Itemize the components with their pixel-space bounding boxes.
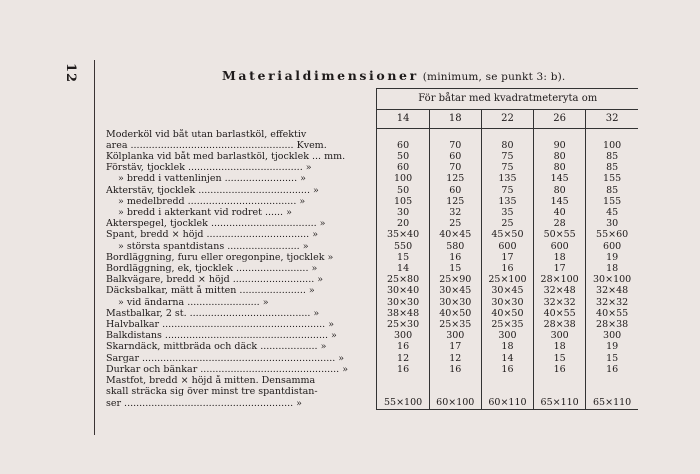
row-value: 70 (429, 140, 481, 151)
row-value: 80 (481, 140, 533, 151)
row-value: 16 (586, 364, 638, 375)
row-label: area ...................................................... Kvem. (106, 139, 327, 151)
row-label: Mastbalkar, 2 st. ........................................ » (106, 307, 320, 319)
row-value: 50 (377, 151, 429, 162)
table-row (106, 297, 638, 308)
row-value: 30×45 (429, 285, 481, 296)
table-row (106, 353, 638, 364)
row-label: Skarndäck, mittbräda och däck ................... » (106, 341, 327, 353)
table-row (106, 364, 638, 375)
row-value: 30×45 (481, 285, 533, 296)
table-sizes-row (106, 110, 638, 129)
row-label: Bordläggning, ek, tjocklek ........................ » (106, 262, 318, 274)
row-value: 600 (534, 241, 586, 252)
page-number: 12 (63, 63, 78, 84)
row-value: 12 (377, 353, 429, 364)
row-value: 135 (481, 196, 533, 207)
row-value: 16 (377, 364, 429, 375)
row-value: 30×100 (586, 274, 638, 285)
row-value (481, 386, 533, 397)
row-value: 15 (534, 353, 586, 364)
row-label: » bredd i akterkant vid rodret ...... » (118, 206, 292, 218)
row-value: 17 (534, 263, 586, 274)
row-value: 75 (481, 185, 533, 196)
row-value: 25 (429, 218, 481, 229)
row-value: 600 (481, 241, 533, 252)
row-label: Akterstäv, tjocklek ..................................... » (106, 184, 319, 196)
row-value (534, 386, 586, 397)
table-row (106, 140, 638, 151)
row-value: 25×30 (377, 319, 429, 330)
table-row (106, 308, 638, 319)
size-header: 26 (534, 110, 586, 129)
table-row (106, 173, 638, 184)
row-value: 15 (586, 353, 638, 364)
row-value: 155 (586, 196, 638, 207)
row-value: 25×90 (429, 274, 481, 285)
table-row (106, 185, 638, 196)
row-value (377, 375, 429, 386)
row-value (429, 386, 481, 397)
row-value: 35×40 (377, 229, 429, 240)
row-value: 28×38 (586, 319, 638, 330)
row-label: Durkar och bänkar .............................................. » (106, 363, 349, 375)
row-value: 16 (481, 263, 533, 274)
row-value: 145 (534, 196, 586, 207)
row-value: 600 (586, 241, 638, 252)
row-value: 55×60 (586, 229, 638, 240)
table-row (106, 330, 638, 341)
row-value: 30 (586, 218, 638, 229)
table-row (106, 218, 638, 229)
row-value: 18 (534, 252, 586, 263)
row-value: 32 (429, 207, 481, 218)
row-label: ser ........................................................ » (106, 397, 302, 409)
row-value: 60 (429, 151, 481, 162)
row-label: Förstäv, tjocklek ...................................... » (106, 162, 312, 174)
row-value: 125 (429, 196, 481, 207)
row-value: 65×110 (586, 397, 638, 409)
row-value: 300 (377, 330, 429, 341)
row-value: 60×100 (429, 397, 481, 409)
table-header-row (106, 89, 638, 110)
row-value (377, 386, 429, 397)
row-label: Spant, bredd × höjd .................................. » (106, 229, 319, 241)
row-value: 75 (481, 151, 533, 162)
row-value: 60 (377, 140, 429, 151)
row-value: 16 (429, 364, 481, 375)
row-value: 19 (586, 252, 638, 263)
dimensions-table (106, 88, 638, 410)
row-label: » största spantdistans ........................ » (118, 240, 309, 252)
table-row (106, 386, 638, 397)
page-title (222, 68, 565, 83)
row-value: 32×48 (534, 285, 586, 296)
table-row (106, 207, 638, 218)
row-value: 70 (429, 162, 481, 173)
row-value: 60×110 (481, 397, 533, 409)
row-label: Balkvägare, bredd × höjd ........................... » (106, 274, 324, 286)
row-value: 16 (481, 364, 533, 375)
row-value: 30×30 (429, 297, 481, 308)
row-value: 100 (586, 140, 638, 151)
row-value: 40×50 (481, 308, 533, 319)
row-value: 85 (586, 151, 638, 162)
row-value (534, 375, 586, 386)
row-value: 145 (534, 173, 586, 184)
row-value: 18 (586, 263, 638, 274)
row-value: 35 (481, 207, 533, 218)
table-row (106, 285, 638, 296)
row-value: 85 (586, 185, 638, 196)
row-value: 15 (429, 263, 481, 274)
row-value: 580 (429, 241, 481, 252)
table-row (106, 129, 638, 140)
row-value: 40×50 (429, 308, 481, 319)
row-value: 45 (586, 207, 638, 218)
margin-rule (94, 60, 95, 435)
row-label: Mastfot, bredd × höjd å mitten. Densamma (106, 374, 316, 386)
row-value: 550 (377, 241, 429, 252)
row-value: 30×30 (377, 297, 429, 308)
size-header: 18 (429, 110, 481, 129)
row-label: skall sträcka sig över minst tre spantdistan- (106, 386, 318, 398)
row-value: 18 (481, 341, 533, 352)
row-value: 20 (377, 218, 429, 229)
row-value (534, 129, 586, 140)
row-value: 28×100 (534, 274, 586, 285)
row-value: 40×55 (586, 308, 638, 319)
title-subtitle: (minimum, se punkt 3: b). (422, 71, 566, 83)
row-value: 25 (481, 218, 533, 229)
table-row (106, 397, 638, 409)
table-row (106, 196, 638, 207)
row-label: Kölplanka vid båt med barlastköl, tjocklek ... mm. (106, 150, 346, 162)
row-value: 25×35 (481, 319, 533, 330)
row-value: 80 (534, 151, 586, 162)
row-value: 16 (534, 364, 586, 375)
row-value: 105 (377, 196, 429, 207)
row-value: 28×38 (534, 319, 586, 330)
row-label: » vid ändarna ........................ » (118, 296, 269, 308)
row-label: Däcksbalkar, mätt å mitten ...................... » (106, 285, 315, 297)
row-value: 25×100 (481, 274, 533, 285)
row-value: 12 (429, 353, 481, 364)
row-value: 30×30 (481, 297, 533, 308)
row-value: 100 (377, 173, 429, 184)
row-value: 40×45 (429, 229, 481, 240)
row-value: 80 (534, 162, 586, 173)
title-main: Materialdimensioner (222, 68, 419, 83)
row-value: 16 (429, 252, 481, 263)
row-value: 45×50 (481, 229, 533, 240)
table-header: För båtar med kvadratmeteryta om (377, 89, 638, 110)
row-value (481, 129, 533, 140)
row-value: 17 (429, 341, 481, 352)
row-value: 80 (534, 185, 586, 196)
row-value (429, 375, 481, 386)
row-label: Sargar ................................................................ » (106, 352, 345, 364)
table-row (106, 375, 638, 386)
row-value: 50 (377, 185, 429, 196)
row-value: 30×40 (377, 285, 429, 296)
size-header: 14 (377, 110, 429, 129)
row-label: Balkdistans ...................................................... » (106, 330, 337, 342)
header-blank (106, 110, 377, 129)
row-value: 16 (377, 341, 429, 352)
row-label: » medelbredd .................................... » (118, 195, 306, 207)
size-header: 32 (586, 110, 638, 129)
row-value: 55×100 (377, 397, 429, 409)
row-value: 60 (429, 185, 481, 196)
row-value: 300 (481, 330, 533, 341)
row-label: Halvbalkar ...................................................... » (106, 318, 335, 330)
row-value: 28 (534, 218, 586, 229)
row-value: 17 (481, 252, 533, 263)
table-row (106, 252, 638, 263)
row-value: 90 (534, 140, 586, 151)
table-row (106, 274, 638, 285)
table-row (106, 341, 638, 352)
row-value: 19 (586, 341, 638, 352)
row-value (429, 129, 481, 140)
row-value (586, 129, 638, 140)
row-value: 40 (534, 207, 586, 218)
row-value: 65×110 (534, 397, 586, 409)
row-value: 155 (586, 173, 638, 184)
row-value: 40×55 (534, 308, 586, 319)
row-label: » bredd i vattenlinjen ........................ » (118, 173, 306, 185)
row-value (377, 129, 429, 140)
row-value: 75 (481, 162, 533, 173)
table-row (106, 229, 638, 240)
row-value: 38×48 (377, 308, 429, 319)
row-value: 25×35 (429, 319, 481, 330)
table-row (106, 151, 638, 162)
row-value: 85 (586, 162, 638, 173)
row-value: 18 (534, 341, 586, 352)
row-value: 15 (377, 252, 429, 263)
row-value: 50×55 (534, 229, 586, 240)
table-row (106, 241, 638, 252)
row-value: 300 (534, 330, 586, 341)
row-label: Bordläggning, furu eller oregonpine, tjocklek » (106, 251, 334, 263)
row-value: 25×80 (377, 274, 429, 285)
row-value: 125 (429, 173, 481, 184)
row-value (481, 375, 533, 386)
header-blank (106, 89, 377, 110)
row-label: Akterspegel, tjocklek ................................... » (106, 218, 326, 230)
row-value: 60 (377, 162, 429, 173)
table-row (106, 263, 638, 274)
row-value: 32×32 (586, 297, 638, 308)
table-row (106, 319, 638, 330)
row-value: 300 (586, 330, 638, 341)
row-value: 30 (377, 207, 429, 218)
size-header: 22 (481, 110, 533, 129)
row-value: 300 (429, 330, 481, 341)
table-row (106, 162, 638, 173)
row-value (586, 386, 638, 397)
row-value: 32×48 (586, 285, 638, 296)
row-value: 14 (377, 263, 429, 274)
row-value: 32×32 (534, 297, 586, 308)
row-value (586, 375, 638, 386)
row-label: Moderköl vid båt utan barlastköl, effektiv (106, 128, 307, 140)
row-value: 14 (481, 353, 533, 364)
row-value: 135 (481, 173, 533, 184)
